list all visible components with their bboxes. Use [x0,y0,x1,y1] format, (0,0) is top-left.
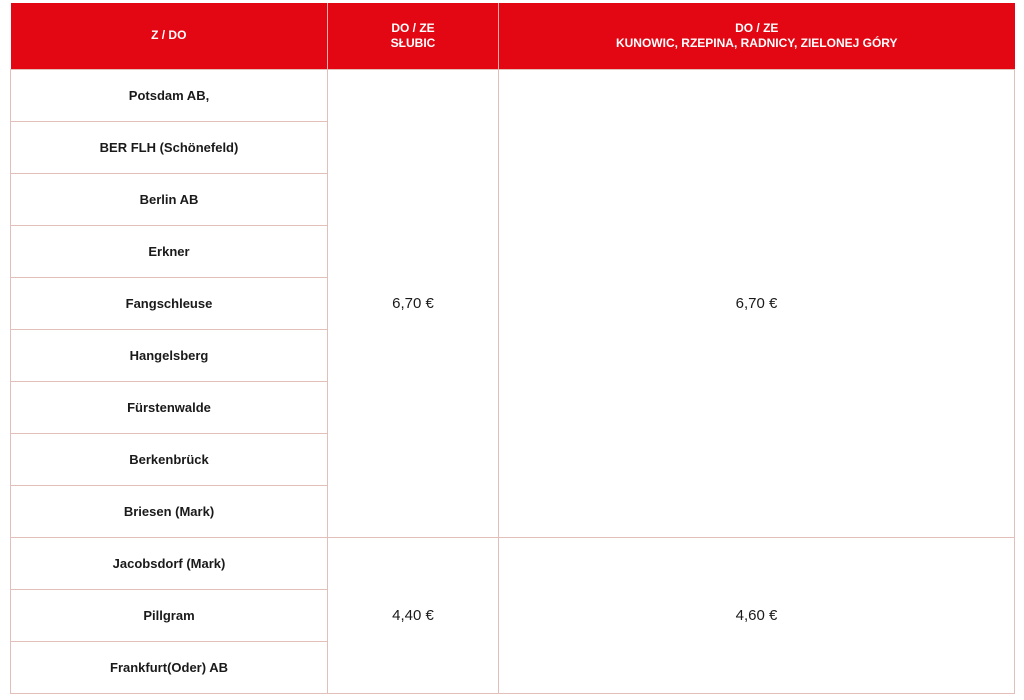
station-cell: Berkenbrück [11,433,328,485]
price-other-group2: 4,60 € [499,537,1015,693]
station-cell: Fangschleuse [11,277,328,329]
header-row [11,3,1015,69]
station-cell: Pillgram [11,589,328,641]
station-cell: Hangelsberg [11,329,328,381]
header-other-line1: DO / ZE [735,20,779,35]
header-other-line2: KUNOWIC, RZEPINA, RADNICY, ZIELONEJ GÓRY [615,35,898,50]
station-cell: Erkner [11,225,328,277]
fare-table [10,3,1015,694]
station-cell: Briesen (Mark) [11,485,328,537]
header-slubice-line2: SŁUBIC [390,35,436,50]
table-row [11,69,1015,121]
station-cell: Frankfurt(Oder) AB [11,641,328,693]
price-slubice-group2: 4,40 € [328,537,499,693]
station-cell: BER FLH (Schönefeld) [11,121,328,173]
station-cell: Potsdam AB, [11,69,328,121]
price-other-group1: 6,70 € [499,69,1015,537]
header-from-to [11,3,328,69]
header-slubice-line1: DO / ZE [391,20,435,35]
station-cell: Berlin AB [11,173,328,225]
station-cell: Fürstenwalde [11,381,328,433]
header-from-to-label: Z / DO [151,28,187,43]
station-cell: Jacobsdorf (Mark) [11,537,328,589]
header-slubice [328,3,499,69]
price-slubice-group1: 6,70 € [328,69,499,537]
header-other-destinations [499,3,1015,69]
table-row [11,537,1015,589]
